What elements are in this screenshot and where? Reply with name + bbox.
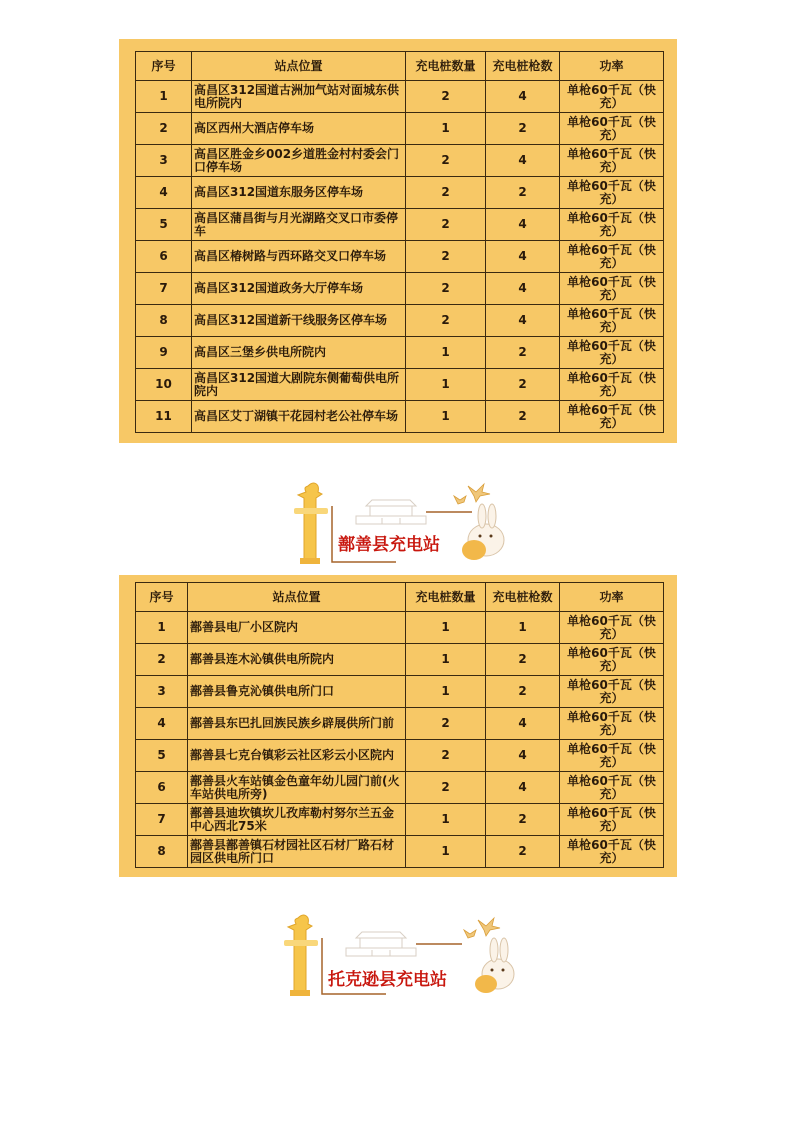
cell-qty: 1	[406, 113, 486, 145]
cell-qty: 2	[406, 177, 486, 209]
table-row	[136, 836, 664, 868]
table-row	[136, 644, 664, 676]
table-row	[136, 612, 664, 644]
cell-guns: 2	[486, 676, 560, 708]
table-row	[136, 804, 664, 836]
cell-location: 鄯善县七克台镇彩云社区彩云小区院内	[188, 740, 406, 772]
cell-power: 单枪60千瓦（快充）	[560, 401, 664, 433]
rabbit-icon	[475, 938, 514, 993]
table-row	[136, 177, 664, 209]
section-title: 鄯善县充电站	[338, 535, 440, 555]
cell-qty: 2	[406, 740, 486, 772]
cell-power: 单枪60千瓦（快充）	[560, 177, 664, 209]
cell-guns: 4	[486, 209, 560, 241]
huabiao-pillar-icon	[284, 915, 318, 996]
cell-guns: 2	[486, 369, 560, 401]
cell-guns: 4	[486, 145, 560, 177]
header-location: 站点位置	[188, 583, 406, 612]
cell-power: 单枪60千瓦（快充）	[560, 740, 664, 772]
cell-guns: 2	[486, 177, 560, 209]
section-banner-toksun	[276, 910, 516, 1000]
cell-qty: 2	[406, 209, 486, 241]
cell-power: 单枪60千瓦（快充）	[560, 241, 664, 273]
cell-power: 单枪60千瓦（快充）	[560, 644, 664, 676]
table-row	[136, 369, 664, 401]
cell-qty: 2	[406, 305, 486, 337]
header-guns: 充电桩枪数	[486, 583, 560, 612]
cell-no: 3	[136, 145, 192, 177]
cell-qty: 1	[406, 612, 486, 644]
cell-location: 鄯善县鲁克沁镇供电所门口	[188, 676, 406, 708]
charging-table-panel-2	[119, 575, 677, 877]
header-power: 功率	[560, 583, 664, 612]
cell-location: 鄯善县迪坎镇坎儿孜库勒村努尔兰五金中心西北75米	[188, 804, 406, 836]
header-no: 序号	[136, 52, 192, 81]
tiananmen-gate-icon	[346, 932, 416, 956]
cell-power: 单枪60千瓦（快充）	[560, 337, 664, 369]
cell-no: 1	[136, 81, 192, 113]
cell-no: 6	[136, 241, 192, 273]
cell-location: 高昌区胜金乡002乡道胜金村村委会门口停车场	[192, 145, 406, 177]
cell-qty: 1	[406, 676, 486, 708]
charging-station-table-2	[135, 582, 664, 868]
cell-qty: 2	[406, 81, 486, 113]
cell-guns: 4	[486, 708, 560, 740]
header-qty: 充电桩数量	[406, 52, 486, 81]
cell-power: 单枪60千瓦（快充）	[560, 81, 664, 113]
cell-qty: 1	[406, 337, 486, 369]
cell-qty: 2	[406, 241, 486, 273]
cell-guns: 4	[486, 740, 560, 772]
cell-location: 鄯善县电厂小区院内	[188, 612, 406, 644]
table-row	[136, 337, 664, 369]
cell-no: 5	[136, 209, 192, 241]
cell-power: 单枪60千瓦（快充）	[560, 209, 664, 241]
cell-qty: 2	[406, 273, 486, 305]
cell-guns: 2	[486, 401, 560, 433]
header-guns: 充电桩枪数	[486, 52, 560, 81]
cell-power: 单枪60千瓦（快充）	[560, 772, 664, 804]
table-row	[136, 305, 664, 337]
cell-power: 单枪60千瓦（快充）	[560, 273, 664, 305]
cell-power: 单枪60千瓦（快充）	[560, 612, 664, 644]
cell-power: 单枪60千瓦（快充）	[560, 804, 664, 836]
huabiao-pillar-icon	[294, 483, 328, 564]
cell-power: 单枪60千瓦（快充）	[560, 113, 664, 145]
cell-no: 6	[136, 772, 188, 804]
table-row	[136, 209, 664, 241]
cell-location: 高昌区三堡乡供电所院内	[192, 337, 406, 369]
cell-guns: 4	[486, 772, 560, 804]
cell-qty: 2	[406, 145, 486, 177]
cell-qty: 2	[406, 772, 486, 804]
cell-no: 7	[136, 273, 192, 305]
cell-no: 5	[136, 740, 188, 772]
tiananmen-gate-icon	[356, 500, 426, 524]
charging-table-panel-1	[119, 39, 677, 443]
cell-no: 7	[136, 804, 188, 836]
cell-location: 高昌区312国道新干线服务区停车场	[192, 305, 406, 337]
cell-guns: 2	[486, 836, 560, 868]
table-row	[136, 113, 664, 145]
table-row	[136, 81, 664, 113]
cell-power: 单枪60千瓦（快充）	[560, 676, 664, 708]
cell-guns: 4	[486, 241, 560, 273]
cell-location: 高昌区312国道大剧院东侧葡萄供电所院内	[192, 369, 406, 401]
cell-guns: 2	[486, 644, 560, 676]
table-row	[136, 145, 664, 177]
cell-qty: 2	[406, 708, 486, 740]
cell-power: 单枪60千瓦（快充）	[560, 369, 664, 401]
cell-no: 2	[136, 644, 188, 676]
cell-no: 2	[136, 113, 192, 145]
cell-power: 单枪60千瓦（快充）	[560, 145, 664, 177]
cell-location: 鄯善县鄯善镇石材园社区石材厂路石材园区供电所门口	[188, 836, 406, 868]
header-location: 站点位置	[192, 52, 406, 81]
cell-guns: 2	[486, 113, 560, 145]
cell-location: 高昌区艾丁湖镇干花园村老公社停车场	[192, 401, 406, 433]
header-power: 功率	[560, 52, 664, 81]
cell-location: 高昌区椿树路与西环路交叉口停车场	[192, 241, 406, 273]
header-no: 序号	[136, 583, 188, 612]
cell-location: 高昌区蒲昌街与月光湖路交叉口市委停车	[192, 209, 406, 241]
cell-qty: 1	[406, 644, 486, 676]
cell-no: 1	[136, 612, 188, 644]
cell-qty: 1	[406, 836, 486, 868]
cell-guns: 1	[486, 612, 560, 644]
cell-no: 4	[136, 708, 188, 740]
cell-no: 10	[136, 369, 192, 401]
cell-guns: 4	[486, 273, 560, 305]
cell-power: 单枪60千瓦（快充）	[560, 836, 664, 868]
cell-guns: 4	[486, 305, 560, 337]
cell-location: 高区西州大酒店停车场	[192, 113, 406, 145]
table-row	[136, 241, 664, 273]
table-row	[136, 708, 664, 740]
section-title: 托克逊县充电站	[328, 970, 447, 990]
charging-station-table-1	[135, 51, 664, 433]
cell-no: 4	[136, 177, 192, 209]
cell-location: 鄯善县东巴扎回族民族乡辟展供所门前	[188, 708, 406, 740]
cell-guns: 2	[486, 804, 560, 836]
cell-no: 9	[136, 337, 192, 369]
cell-location: 鄯善县火车站镇金色童年幼儿园门前(火车站供电所旁)	[188, 772, 406, 804]
cell-no: 8	[136, 836, 188, 868]
cell-guns: 2	[486, 337, 560, 369]
cell-location: 高昌区312国道政务大厅停车场	[192, 273, 406, 305]
table-row	[136, 401, 664, 433]
cell-no: 11	[136, 401, 192, 433]
table-row	[136, 740, 664, 772]
cell-location: 高昌区312国道东服务区停车场	[192, 177, 406, 209]
cell-location: 鄯善县连木沁镇供电所院内	[188, 644, 406, 676]
cell-power: 单枪60千瓦（快充）	[560, 708, 664, 740]
cell-qty: 1	[406, 369, 486, 401]
cell-location: 高昌区312国道古洲加气站对面城东供电所院内	[192, 81, 406, 113]
dove-icon	[454, 484, 490, 504]
cell-qty: 1	[406, 401, 486, 433]
table-row	[136, 676, 664, 708]
cell-qty: 1	[406, 804, 486, 836]
header-qty: 充电桩数量	[406, 583, 486, 612]
table-header-row	[136, 583, 664, 612]
cell-power: 单枪60千瓦（快充）	[560, 305, 664, 337]
cell-no: 3	[136, 676, 188, 708]
cell-no: 8	[136, 305, 192, 337]
section-banner-shanshan	[286, 478, 526, 568]
table-row	[136, 772, 664, 804]
table-row	[136, 273, 664, 305]
cell-guns: 4	[486, 81, 560, 113]
table-header-row	[136, 52, 664, 81]
dove-icon	[464, 918, 500, 938]
